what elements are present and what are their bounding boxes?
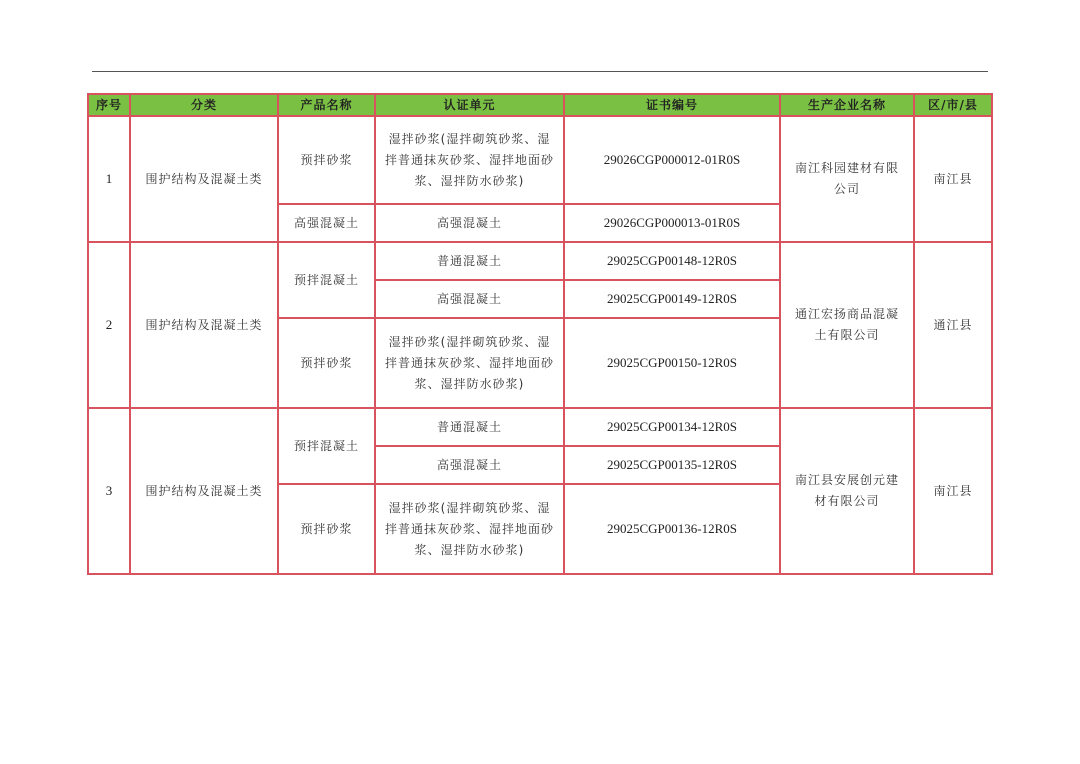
- cert-cell: 29025CGP00149-12R0S: [564, 280, 780, 318]
- unit-cell: 普通混凝土: [375, 242, 564, 280]
- unit-cell: 高强混凝土: [375, 204, 564, 242]
- district-cell: 通江县: [914, 242, 992, 408]
- category-cell: 围护结构及混凝土类: [130, 242, 278, 408]
- company-cell: 通江宏扬商品混凝土有限公司: [780, 242, 914, 408]
- category-cell: 围护结构及混凝土类: [130, 408, 278, 574]
- cert-cell: 29025CGP00148-12R0S: [564, 242, 780, 280]
- table-row: [88, 116, 992, 204]
- product-cell: 预拌砂浆: [278, 318, 375, 408]
- product-cell: 预拌混凝土: [278, 408, 375, 484]
- cert-cell: 29026CGP000013-01R0S: [564, 204, 780, 242]
- unit-cell: 高强混凝土: [375, 280, 564, 318]
- company-cell: 南江科园建材有限公司: [780, 116, 914, 242]
- header-unit: 认证单元: [375, 94, 564, 116]
- table-row: [88, 242, 992, 280]
- cert-cell: 29025CGP00134-12R0S: [564, 408, 780, 446]
- district-cell: 南江县: [914, 116, 992, 242]
- product-cell: 预拌混凝土: [278, 242, 375, 318]
- header-product: 产品名称: [278, 94, 375, 116]
- header-district: 区/市/县: [914, 94, 992, 116]
- unit-cell: 湿拌砂浆(湿拌砌筑砂浆、湿拌普通抹灰砂浆、湿拌地面砂浆、湿拌防水砂浆): [375, 116, 564, 204]
- product-cell: 高强混凝土: [278, 204, 375, 242]
- unit-cell: 湿拌砂浆(湿拌砌筑砂浆、湿拌普通抹灰砂浆、湿拌地面砂浆、湿拌防水砂浆): [375, 318, 564, 408]
- category-cell: 围护结构及混凝土类: [130, 116, 278, 242]
- unit-cell: 湿拌砂浆(湿拌砌筑砂浆、湿拌普通抹灰砂浆、湿拌地面砂浆、湿拌防水砂浆): [375, 484, 564, 574]
- header-seq: 序号: [88, 94, 130, 116]
- header-row: [88, 94, 992, 116]
- district-cell: 南江县: [914, 408, 992, 574]
- header-category: 分类: [130, 94, 278, 116]
- unit-cell: 普通混凝土: [375, 408, 564, 446]
- unit-cell: 高强混凝土: [375, 446, 564, 484]
- table-row: [88, 408, 992, 446]
- company-cell: 南江县安展创元建材有限公司: [780, 408, 914, 574]
- seq-cell: 1: [88, 116, 130, 242]
- cert-cell: 29025CGP00150-12R0S: [564, 318, 780, 408]
- certification-table: [87, 93, 993, 575]
- header-cert: 证书编号: [564, 94, 780, 116]
- product-cell: 预拌砂浆: [278, 484, 375, 574]
- cert-cell: 29025CGP00136-12R0S: [564, 484, 780, 574]
- product-cell: 预拌砂浆: [278, 116, 375, 204]
- header-company: 生产企业名称: [780, 94, 914, 116]
- cert-cell: 29026CGP000012-01R0S: [564, 116, 780, 204]
- seq-cell: 2: [88, 242, 130, 408]
- seq-cell: 3: [88, 408, 130, 574]
- header-rule: [92, 71, 988, 72]
- cert-cell: 29025CGP00135-12R0S: [564, 446, 780, 484]
